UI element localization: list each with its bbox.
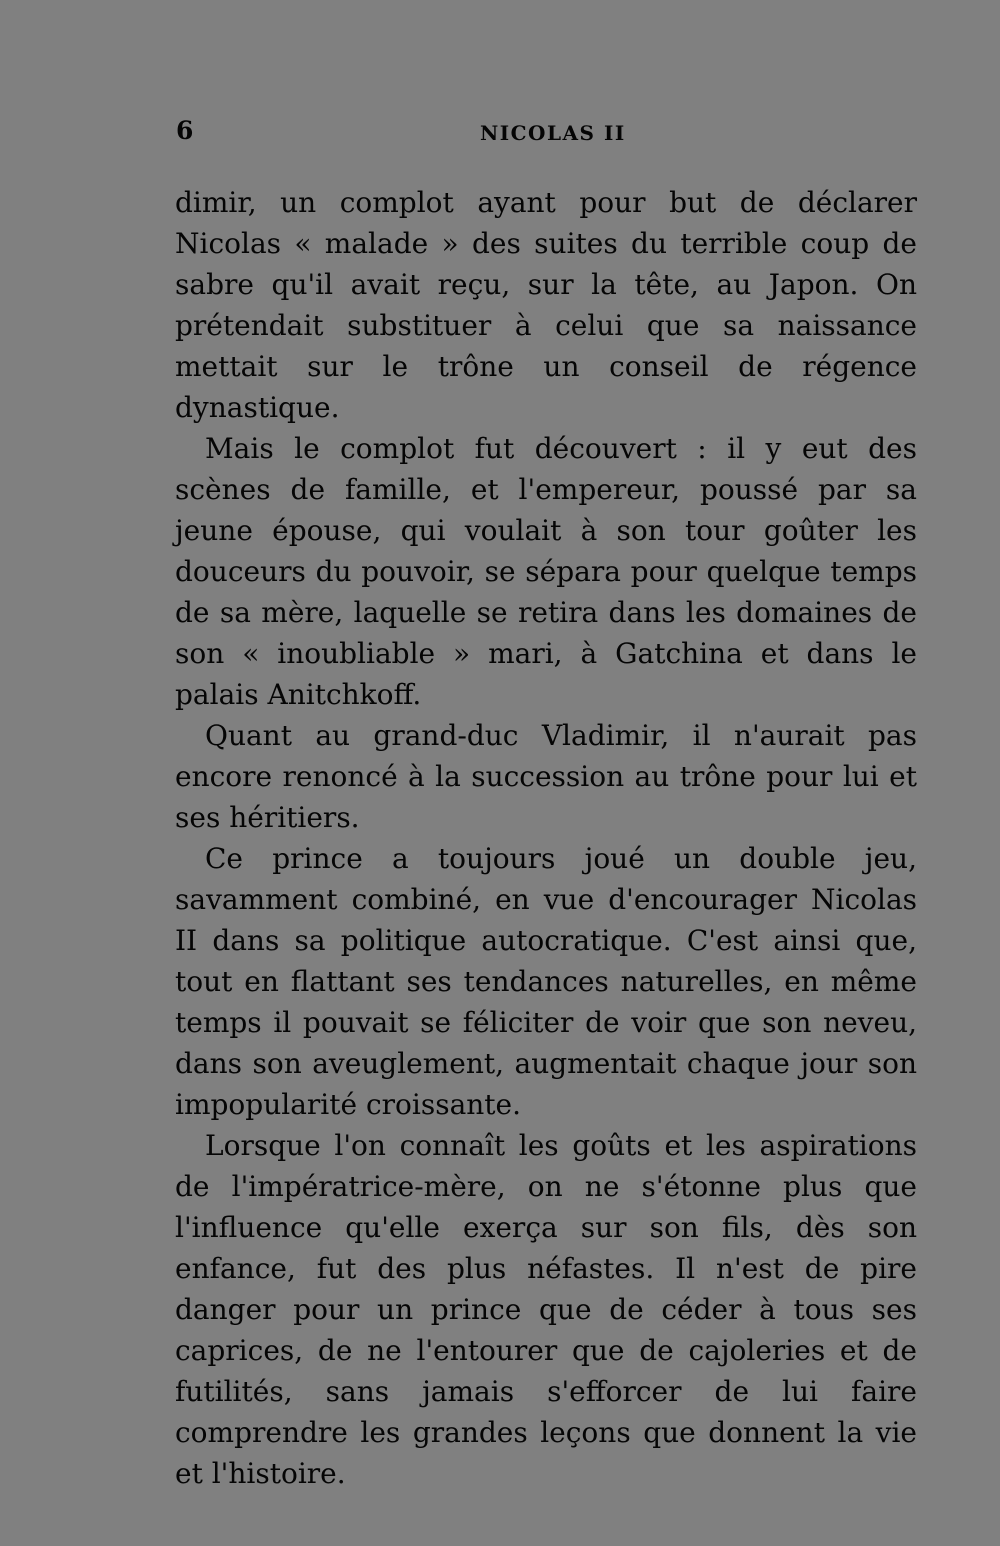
paragraph-2: Mais le complot fut découvert : il y eut des scènes de famille, et l'empereur, poussé par sa jeune épouse, qui voulait à son tour goûter les douceurs du pouvoir, se sépara pour quelque temps de sa mère, laquelle se retira dans les domaines de son « inoubliable » mari, à Gatchina et dans le palais Anitchkoff.: [175, 432, 917, 711]
paragraph-3: Quant au grand-duc Vladimir, il n'aurait pas encore renoncé à la succession au trône pour lui et ses héritiers.: [175, 719, 917, 834]
body-text: [175, 182, 917, 1494]
paragraph-1: dimir, un complot ayant pour but de déclarer Nicolas « malade » des suites du terrible coup de sabre qu'il avait reçu, sur la tête, au Japon. On prétendait substituer à celui que sa naissance mettait sur le trône un conseil de régence dynastique.: [175, 186, 917, 424]
page-number: 6: [176, 116, 194, 145]
paragraph-4: Ce prince a toujours joué un double jeu, savamment combiné, en vue d'encourager Nicolas II dans sa politique autocratique. C'est ainsi que, tout en flattant ses tendances naturelles, en même temps il pouvait se féliciter de voir que son neveu, dans son aveuglement, augmentait chaque jour son impopularité croissante.: [175, 842, 917, 1121]
running-title: NICOLAS II: [480, 121, 626, 145]
paragraph-5: Lorsque l'on connaît les goûts et les aspirations de l'impératrice-mère, on ne s'étonne plus que l'influence qu'elle exerça sur son fils, dès son enfance, fut des plus néfastes. Il n'est de pire danger pour un prince que de céder à tous ses caprices, de ne l'entourer que de cajoleries et de futilités, sans jamais s'efforcer de lui faire comprendre les grandes leçons que donnent la vie et l'histoire.: [175, 1129, 917, 1490]
